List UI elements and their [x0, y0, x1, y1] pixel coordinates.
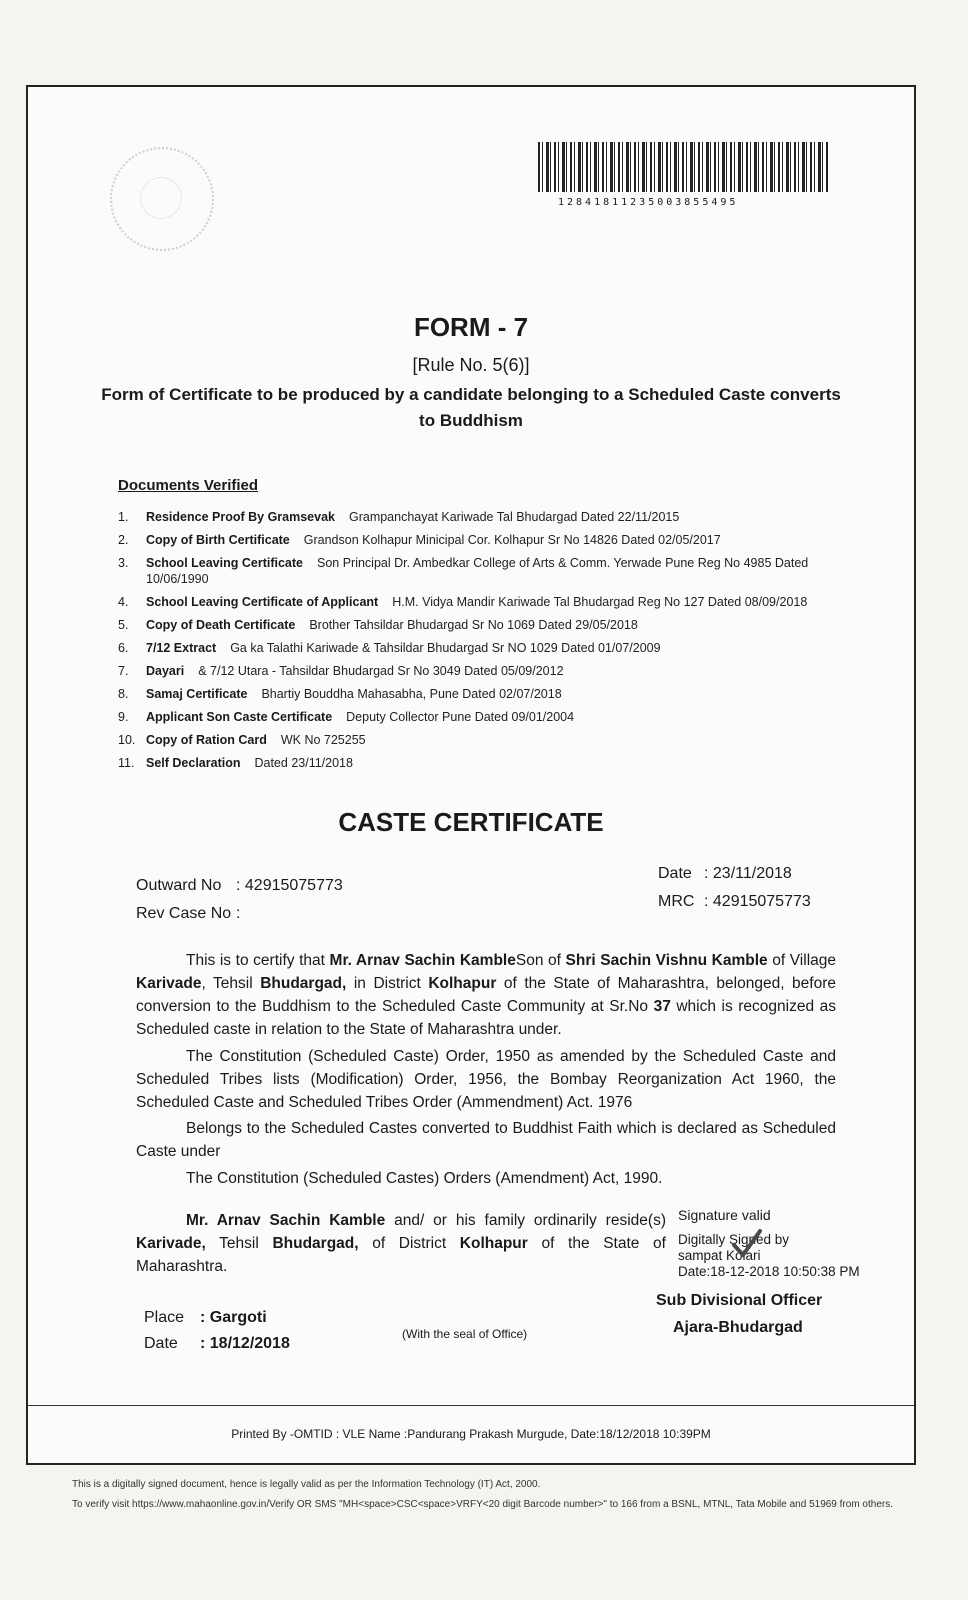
text: and/ or his family ordinarily reside(s)	[385, 1212, 666, 1229]
certificate-paragraph-3: Belongs to the Scheduled Castes converted to Buddhist Faith which is declared as Scheduled Caste under	[136, 1120, 836, 1160]
document-item	[118, 755, 838, 771]
text: of the State of Maharashtra, belonged, before conversion to the Buddhism to the Scheduled Caste Community at Sr.No	[136, 975, 836, 1015]
form-title: FORM - 7	[413, 312, 529, 342]
district-name: Kolhapur	[459, 1235, 528, 1252]
place-value: : Gargoti	[200, 1309, 267, 1326]
footer-divider	[28, 1405, 914, 1406]
document-label: School Leaving Certificate of Applicant	[146, 595, 379, 609]
documents-list	[118, 509, 838, 778]
document-item	[118, 732, 838, 748]
document-label: Copy of Birth Certificate	[146, 533, 290, 547]
certificate-paragraph-5	[136, 1209, 666, 1278]
rev-case-value: :	[236, 905, 241, 922]
rev-case-number	[136, 905, 240, 923]
document-item	[118, 663, 838, 679]
date-value: : 23/11/2018	[704, 865, 792, 882]
document-label: Copy of Death Certificate	[146, 618, 296, 632]
document-number: 5.	[118, 618, 129, 632]
text: This is to certify that	[186, 952, 330, 969]
applicant-name: Mr. Arnav Sachin Kamble	[329, 952, 516, 969]
document-item	[118, 686, 838, 702]
signature-check-icon	[730, 1227, 764, 1261]
serial-number: 37	[653, 998, 671, 1015]
document-detail: Ga ka Talathi Kariwade & Tahsildar Bhudargad Sr NO 1029 Dated 01/07/2009	[230, 641, 661, 655]
document-number: 8.	[118, 687, 129, 701]
place-line	[144, 1309, 267, 1327]
officer-office: Ajara-Bhudargad	[673, 1319, 803, 1336]
disclaimer	[72, 1475, 922, 1515]
form-rule: [Rule No. 5(6)]	[412, 355, 530, 375]
signature-datetime: Date:18-12-2018 10:50:38 PM	[678, 1264, 860, 1279]
signature-valid-label: Signature valid	[678, 1207, 771, 1223]
tehsil-name: Bhudargad,	[260, 975, 347, 992]
document-detail: H.M. Vidya Mandir Kariwade Tal Bhudargad Reg No 127 Dated 08/09/2018	[392, 595, 808, 609]
document-item	[118, 509, 838, 525]
date-label: Date	[658, 865, 692, 882]
document-item	[118, 594, 838, 610]
seal-note: (With the seal of Office)	[402, 1327, 528, 1341]
applicant-name: Mr. Arnav Sachin Kamble	[186, 1212, 386, 1229]
document-label: Dayari	[146, 664, 185, 678]
document-label: Residence Proof By Gramsevak	[146, 510, 335, 524]
mrc-label: MRC	[658, 893, 695, 910]
document-label: Samaj Certificate	[146, 687, 248, 701]
document-label: 7/12 Extract	[146, 641, 217, 655]
document-item	[118, 532, 838, 548]
officer-designation: Sub Divisional Officer	[656, 1292, 823, 1309]
certificate-paragraph-4: The Constitution (Scheduled Castes) Orders (Amendment) Act, 1990.	[186, 1170, 663, 1187]
document-number: 1.	[118, 510, 129, 524]
text: Son of	[515, 952, 566, 969]
printed-by-line: Printed By -OMTID : VLE Name :Pandurang Prakash Murgude, Date:18/12/2018 10:39PM	[231, 1427, 711, 1441]
signed-by-label: Digitally Signed by	[678, 1232, 790, 1247]
barcode-number: 12841811235003855495	[558, 197, 739, 208]
text: which is recognized as Scheduled caste in relation to the State of Maharashtra under.	[136, 998, 837, 1038]
document-detail: Grampanchayat Kariwade Tal Bhudargad Dated 22/11/2015	[348, 510, 680, 524]
signer-name: sampat Kolari	[678, 1248, 761, 1263]
document-detail: & 7/12 Utara - Tahsildar Bhudargad Sr No 3049 Dated 05/09/2012	[198, 664, 564, 678]
document-number: 10.	[118, 733, 136, 747]
certificate-paragraph-1	[136, 949, 836, 1041]
document-label: Copy of Ration Card	[146, 733, 267, 747]
issue-date-label: Date	[144, 1335, 178, 1352]
document-item	[118, 555, 838, 587]
document-item	[118, 640, 838, 656]
certificate-document	[26, 85, 916, 1465]
document-detail: Bhartiy Bouddha Mahasabha, Pune Dated 02/07/2018	[261, 687, 562, 701]
document-number: 6.	[118, 641, 129, 655]
document-number: 9.	[118, 710, 129, 724]
outward-label: Outward No	[136, 877, 222, 894]
office-seal-watermark	[110, 147, 214, 251]
father-name: Shri Sachin Vishnu Kamble	[565, 952, 768, 969]
documents-heading: Documents Verified	[118, 477, 259, 494]
text: of the State of Maharashtra.	[136, 1235, 666, 1275]
outward-number	[136, 877, 343, 895]
barcode	[538, 142, 828, 192]
document-number: 7.	[118, 664, 129, 678]
document-number: 11.	[118, 756, 135, 770]
document-number: 4.	[118, 595, 129, 609]
village-name: Karivade	[136, 975, 202, 992]
mrc-value: : 42915075773	[704, 893, 811, 910]
text: in District	[346, 975, 429, 992]
document-label: School Leaving Certificate	[146, 556, 303, 570]
caste-certificate-title: CASTE CERTIFICATE	[338, 807, 604, 837]
document-number: 3.	[118, 556, 129, 570]
disclaimer-line-1: This is a digitally signed document, hence is legally valid as per the Information Technology (IT) Act, 2000.	[72, 1479, 541, 1490]
form-description: Form of Certificate to be produced by a candidate belonging to a Scheduled Caste converts to Buddhism	[101, 385, 841, 430]
disclaimer-line-2: To verify visit https://www.mahaonline.gov.in/Verify OR SMS "MH<space>CSC<space>VRFY<20 digit Barcode number>" to 166 from a BSNL, MTNL, Tata Mobile and 51969 from others.	[72, 1499, 894, 1510]
village-name: Karivade,	[136, 1235, 206, 1252]
document-label: Applicant Son Caste Certificate	[146, 710, 333, 724]
document-detail: Brother Tahsildar Bhudargad Sr No 1069 Dated 29/05/2018	[309, 618, 638, 632]
document-detail: Dated 23/11/2018	[254, 756, 353, 770]
outward-value: : 42915075773	[236, 877, 343, 894]
tehsil-name: Bhudargad,	[272, 1235, 359, 1252]
digital-signature-block	[678, 1232, 898, 1280]
text: , Tehsil	[201, 975, 261, 992]
document-item	[118, 617, 838, 633]
text: Tehsil	[205, 1235, 273, 1252]
mrc-number	[658, 893, 811, 911]
issue-date-line	[144, 1335, 290, 1353]
certificate-date	[658, 865, 792, 883]
district-name: Kolhapur	[428, 975, 497, 992]
rev-case-label: Rev Case No	[136, 905, 232, 922]
text: of Village	[767, 952, 837, 969]
text: of District	[358, 1235, 460, 1252]
document-detail: Son Principal Dr. Ambedkar College of Arts & Comm. Yerwade Pune Reg No 4985 Dated 10/06/1990	[146, 556, 809, 586]
document-detail: WK No 725255	[280, 733, 366, 747]
document-detail: Deputy Collector Pune Dated 09/01/2004	[346, 710, 575, 724]
document-item	[118, 709, 838, 725]
document-label: Self Declaration	[146, 756, 241, 770]
place-label: Place	[144, 1309, 185, 1326]
issue-date-value: : 18/12/2018	[200, 1335, 290, 1352]
document-detail: Grandson Kolhapur Minicipal Cor. Kolhapur Sr No 14826 Dated 02/05/2017	[303, 533, 721, 547]
certificate-paragraph-2: The Constitution (Scheduled Caste) Order, 1950 as amended by the Scheduled Caste and Scheduled Tribes lists (Modification) Order, 1956, the Bombay Reorganization Act 1960, the Scheduled Caste and Scheduled Tribes Order (Ammendment) Act. 1976	[136, 1048, 836, 1111]
document-number: 2.	[118, 533, 129, 547]
